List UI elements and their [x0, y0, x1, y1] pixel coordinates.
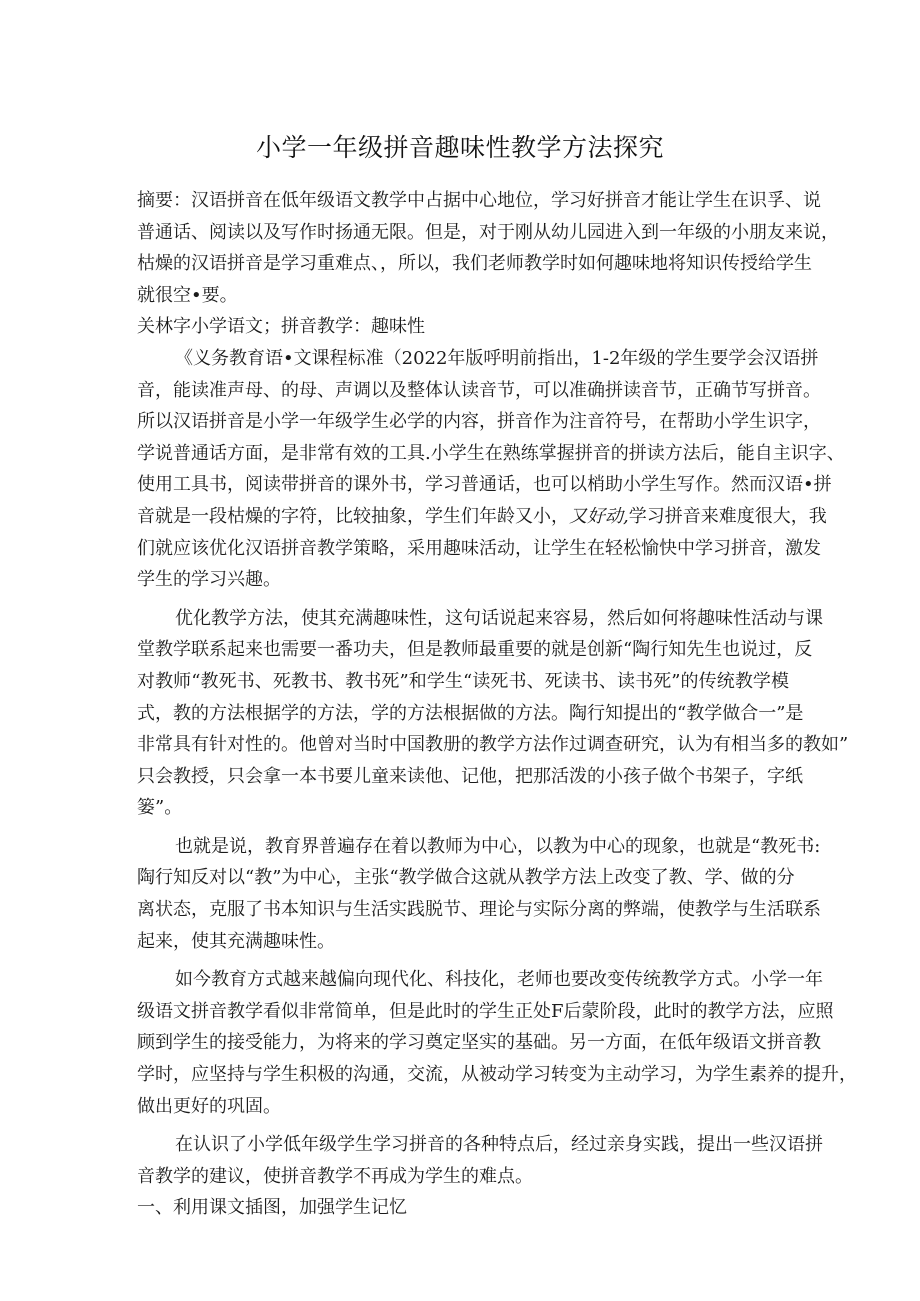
paragraph-line: 如今教育方式越来越偏向现代化、科技化，老师也要改变传统教学方式。小学一年: [175, 969, 823, 991]
text-segment: 学习拼音来难度很大，我: [628, 505, 827, 527]
paragraph-line: 只会教授，只会拿一本书要儿童来读他、记他，把那活泼的小孩子做个书架子，字纸: [137, 765, 803, 787]
abstract-line: 枯燥的汉语拼音是学习重难点、，所以，我们老师教学时如何趣味地将知识传授给学生: [137, 253, 812, 275]
paragraph-line: 所以汉语拼音是小学一年级学生必学的内容，拼音作为注音符号，在帮助小学生识字，: [137, 411, 821, 433]
italic-text-segment: 又好动,: [569, 505, 629, 527]
paragraph-line: 也就是说，教育界普遍存在着以教师为中心，以教为中心的现象，也就是“教死书:: [175, 835, 821, 857]
keywords: 关林字小学语文；拼音教学：趣味性: [137, 316, 425, 338]
paragraph-spacer: [137, 824, 789, 831]
paragraph-line: 起来，使其充满趣味性。: [137, 930, 335, 952]
abstract-line: 就很空•要。: [137, 284, 238, 306]
paragraph-line: 学时，应坚持与学生积极的沟通，交流，从被动学习转变为主动学习，为学生素养的提升，: [137, 1064, 857, 1086]
paragraph-5: [137, 1129, 823, 1192]
paragraph-line: 顾到学生的接受能力，为将来的学习奠定坚实的基础。另一方面，在低年级语文拼音教: [137, 1032, 821, 1054]
paragraph-spacer: [137, 957, 789, 964]
abstract: [137, 185, 839, 311]
paragraph-line: 音教学的建议，使拼音教学不再成为学生的难点。: [137, 1165, 533, 1187]
abstract-line: 普通话、阅读以及写作时扬通无限。但是，对于刚从幼儿园进入到一年级的小朋友来说，: [137, 221, 839, 243]
paragraph-line: [137, 501, 827, 533]
paragraph-line: 优化教学方法，使其充满趣味性，这句话说起来容易，然后如何将趣味性活动与课: [175, 607, 823, 629]
paragraph-line: 们就应该优化汉语拼音教学策略，采用趣味活动，让学生在轻松愉快中学习拼音，激发: [137, 537, 821, 559]
paragraph-line: 式，教的方法根据学的方法，学的方法根据做的方法。陶行知提出的“教学做合一”是: [137, 702, 804, 724]
paragraph-line: 学生的学习兴趣。: [137, 569, 281, 591]
abstract-line: 摘要：汉语拼音在低年级语文教学中占据中心地位，学习好拼音才能让学生在识孚、说: [137, 190, 821, 211]
paragraph-line: 对教师“教死书、死教书、教书死”和学生“读死书、死读书、读书死”的传统教学模: [137, 670, 789, 692]
paragraph-3: [137, 831, 821, 957]
paragraph-line: 非常具有针对性的。他曾对当时中国教册的教学方法作过调查研究，认为有相当多的教如”: [137, 734, 849, 756]
paragraph-line: 离状态，克服了书本知识与生活实践脱节、理论与实际分离的弊端，使教学与生活联系: [137, 899, 821, 921]
document-title: 小学一年级拼音趣味性教学方法探究: [255, 133, 664, 162]
paragraph-spacer: [137, 596, 789, 603]
document-body: [137, 185, 857, 1224]
paragraph-line: 音，能读准声母、的母、声调以及整体认读音节，可以准确拼读音节，正确节写拼音。: [137, 379, 821, 401]
text-segment: 音就是一段枯燥的字符，比较抽象，学生们年龄又小，: [137, 505, 569, 527]
paragraph-1: [137, 343, 845, 596]
section-heading: 一、利用课文插图，加强学生记忆: [137, 1197, 407, 1219]
paragraph-4: [137, 964, 857, 1122]
paragraph-2: [137, 603, 849, 824]
paragraph-line: 《义务教育语•文课程标准（2022年版呼明前指出，1-2年级的学生要学会汉语拼: [175, 347, 819, 369]
paragraph-line: 级语文拼音教学看似非常简单，但是此时的学生正处F后蒙阶段，此时的教学方法，应照: [137, 1000, 834, 1022]
paragraph-line: 使用工具书，阅读带拼音的课外书，学习普通话，也可以梢助小学生写作。然而汉语•拼: [137, 474, 832, 496]
paragraph-line: 陶行知反对以“教”为中心，主张“教学做合这就从教学方法上改变了教、学、做的分: [137, 867, 795, 889]
paragraph-line: 篓”。: [137, 797, 183, 819]
paragraph-line: 学说普通话方面，是非常有效的工具.小学生在熟练掌握拼音的拼读方法后，能自主识字、: [137, 442, 845, 464]
paragraph-spacer: [137, 1122, 789, 1129]
paragraph-line: 在认识了小学低年级学生学习拼音的各种特点后，经过亲身实践，提出一些汉语拼: [175, 1134, 823, 1156]
paragraph-line: 堂教学联系起来也需要一番功夫，但是教师最重要的就是创新“陶行知先生也说过，反: [137, 639, 813, 661]
paragraph-line: 做出更好的巩固。: [137, 1095, 281, 1117]
